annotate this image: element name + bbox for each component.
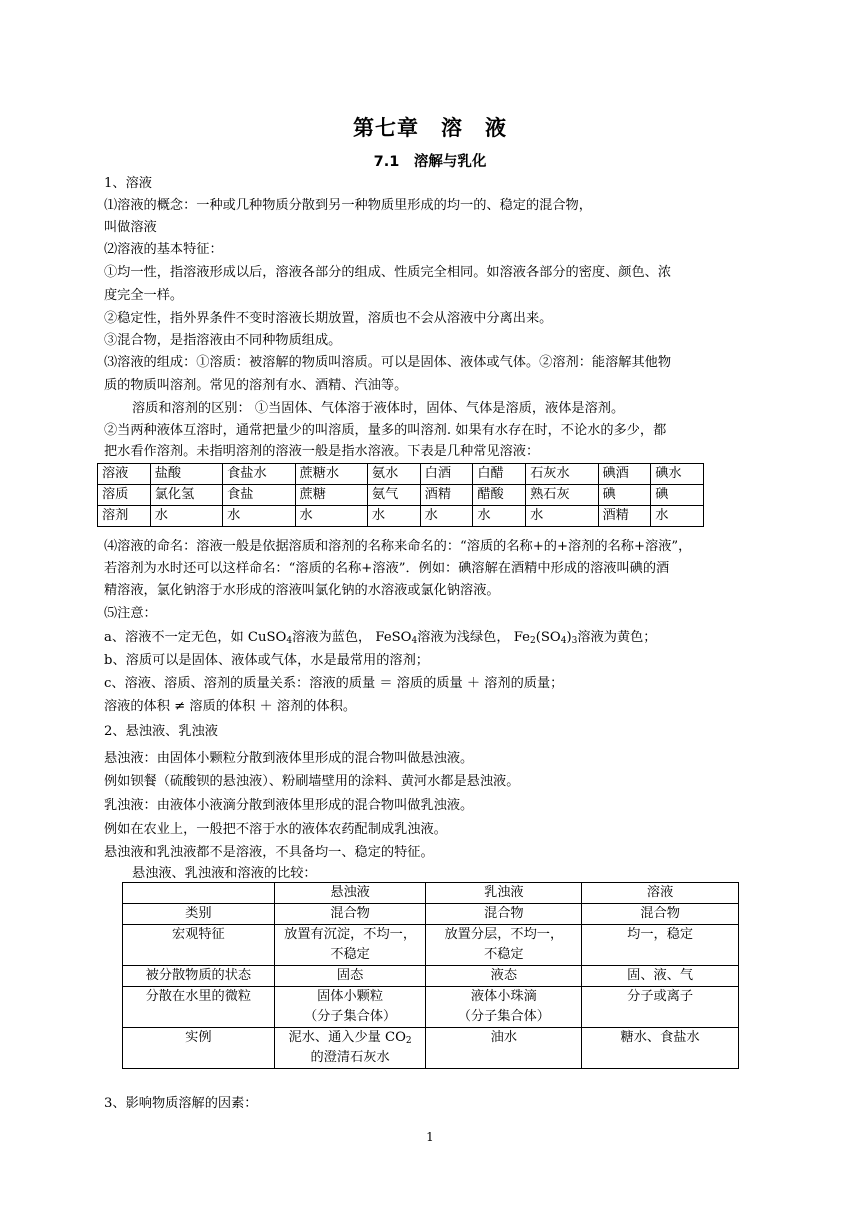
table-cell: 宏观特征 [123, 925, 275, 966]
table-cell: 水 [150, 506, 222, 527]
paragraph-line: 叫做溶液 [104, 220, 157, 235]
paragraph-line: ②稳定性，指外界条件不变时溶液长期放置，溶质也不会从溶液中分离出来。 [104, 311, 553, 326]
table-row [98, 464, 704, 485]
table-cell: 白酒 [420, 464, 473, 485]
table-cell: 实例 [123, 1028, 275, 1069]
paragraph-line: 例如在农业上，一般把不溶于水的液体农药配制成乳浊液。 [104, 822, 447, 837]
table-cell: 溶剂 [98, 506, 151, 527]
table-cell: 类别 [123, 904, 275, 925]
table-cell: 氨气 [367, 485, 420, 506]
table-cell: 液态 [426, 966, 582, 987]
paragraph-line: ⑶溶液的组成：①溶质：被溶解的物质叫溶质。可以是固体、液体或气体。②溶剂：能溶解其他物 [104, 355, 672, 370]
table-cell: 固态 [274, 966, 426, 987]
table-row [98, 485, 704, 506]
paragraph-line: ②当两种液体互溶时，通常把量少的叫溶质，量多的叫溶剂. 如果有水存在时，不论水的多少，都 [104, 423, 667, 438]
paragraph-line: ⑴溶液的概念：一种或几种物质分散到另一种物质里形成的均一的、稳定的混合物， [104, 198, 592, 213]
table-cell: 食盐水 [223, 464, 295, 485]
table-cell: 水 [526, 506, 598, 527]
table-cell: 溶质 [98, 485, 151, 506]
table-cell: 固体小颗粒 （分子集合体） [274, 987, 426, 1028]
table-cell: 水 [651, 506, 704, 527]
table-cell: 氯化氢 [150, 485, 222, 506]
paragraph-line: 把水看作溶剂。未指明溶剂的溶液一般是指水溶液。下表是几种常见溶液： [104, 444, 540, 459]
paragraph-line: ③混合物，是指溶液由不同种物质组成。 [104, 333, 342, 348]
table-cell: 醋酸 [473, 485, 526, 506]
paragraph-line: 若溶剂为水时还可以这样命名：“溶质的名称+溶液”．例如：碘溶解在酒精中形成的溶液叫碘的酒 [104, 561, 670, 576]
table-cell: 溶液 [582, 883, 739, 904]
table-cell: 被分散物质的状态 [123, 966, 275, 987]
table-cell: 盐酸 [150, 464, 222, 485]
table-cell: 氨水 [367, 464, 420, 485]
table-cell: 固、液、气 [582, 966, 739, 987]
table-cell: 放置有沉淀，不均一， 不稳定 [274, 925, 426, 966]
common-solutions-table [97, 463, 704, 527]
note-a-line: a、溶液不一定无色，如 CuSO$_4$溶液为蓝色， FeSO$_4$溶液为浅绿色， $Fe_2(SO_4)_3$溶液为黄色； [104, 630, 657, 646]
paragraph-line: ⑵溶液的基本特征： [104, 242, 223, 257]
table-cell: 石灰水 [526, 464, 598, 485]
table-cell: 溶液 [98, 464, 151, 485]
section-title: 7.1 溶解与乳化 [373, 154, 487, 170]
table-cell: 水 [367, 506, 420, 527]
paragraph-line: 质的物质叫溶剂。常见的溶剂有水、酒精、汽油等。 [104, 378, 408, 393]
paragraph-line: 度完全一样。 [104, 288, 184, 303]
table-cell: 糖水、食盐水 [582, 1028, 739, 1069]
paragraph-line: ①均一性，指溶液形成以后，溶液各部分的组成、性质完全相同。如溶液各部分的密度、颜色、浓 [104, 265, 672, 280]
table-cell: 水 [420, 506, 473, 527]
heading-solution: 1、溶液 [104, 176, 152, 191]
table-cell: 碘水 [651, 464, 704, 485]
table-cell: 放置分层，不均一， 不稳定 [426, 925, 582, 966]
paragraph-line: 悬浊液：由固体小颗粒分散到液体里形成的混合物叫做悬浊液。 [104, 751, 474, 766]
table-cell: 悬浊液 [274, 883, 426, 904]
heading-suspension: 2、悬浊液、乳浊液 [104, 724, 218, 739]
table-cell [123, 883, 275, 904]
table-cell: 分散在水里的微粒 [123, 987, 275, 1028]
table-cell: 油水 [426, 1028, 582, 1069]
table-cell: 蔗糖 [295, 485, 367, 506]
paragraph-line: ⑷溶液的命名：溶液一般是依据溶质和溶剂的名称来命名的：“溶质的名称+的+溶剂的名称+溶液”， [104, 539, 692, 554]
table-cell: 白醋 [473, 464, 526, 485]
table-row [123, 904, 739, 925]
table-cell: 食盐 [223, 485, 295, 506]
table-cell: 碘 [598, 485, 651, 506]
paragraph-line: 溶质和溶剂的区别： ①当固体、气体溶于液体时，固体、气体是溶质，液体是溶剂。 [132, 401, 625, 416]
table-cell: 蔗糖水 [295, 464, 367, 485]
paragraph-line: b、溶质可以是固体、液体或气体，水是最常用的溶剂； [104, 653, 429, 668]
table-cell: 分子或离子 [582, 987, 739, 1028]
table-cell: 均一，稳定 [582, 925, 739, 966]
table-cell: 水 [295, 506, 367, 527]
paragraph-line: 悬浊液和乳浊液都不是溶液，不具备均一、稳定的特征。 [104, 845, 434, 860]
table-cell: 泥水、通入少量 $CO_2$ 的澄清石灰水 [274, 1028, 426, 1069]
table-cell: 液体小珠滴 （分子集合体） [426, 987, 582, 1028]
paragraph-line: 精溶液，氯化钠溶于水形成的溶液叫氯化钠的水溶液或氯化钠溶液。 [104, 583, 500, 598]
table-cell: 混合物 [582, 904, 739, 925]
table-cell: 酒精 [598, 506, 651, 527]
heading-factors: 3、影响物质溶解的因素： [104, 1096, 258, 1111]
paragraph-line: 乳浊液：由液体小液滴分散到液体里形成的混合物叫做乳浊液。 [104, 798, 474, 813]
table-row [98, 506, 704, 527]
paragraph-line: 溶液的体积 ≠ 溶质的体积 ＋ 溶剂的体积。 [104, 699, 357, 714]
table-row [123, 1028, 739, 1069]
table-row [123, 966, 739, 987]
page-number: 1 [426, 1130, 434, 1144]
table-row [123, 925, 739, 966]
table-cell: 碘 [651, 485, 704, 506]
table-cell: 熟石灰 [526, 485, 598, 506]
paragraph-line: c、溶液、溶质、溶剂的质量关系：溶液的质量 ＝ 溶质的质量 ＋ 溶剂的质量； [104, 676, 564, 691]
table-cell: 水 [223, 506, 295, 527]
paragraph-line: 悬浊液、乳浊液和溶液的比较： [132, 866, 317, 881]
paragraph-line: ⑸注意： [104, 606, 157, 621]
table-cell: 碘酒 [598, 464, 651, 485]
paragraph-line: 例如钡餐（硫酸钡的悬浊液）、粉刷墙壁用的涂料、黄河水都是悬浊液。 [104, 774, 520, 789]
table-cell: 酒精 [420, 485, 473, 506]
table-header-row [123, 883, 739, 904]
table-cell: 混合物 [274, 904, 426, 925]
table-cell: 混合物 [426, 904, 582, 925]
table-row [123, 987, 739, 1028]
chapter-title: 第七章 溶 液 [353, 116, 507, 140]
table-cell: 乳浊液 [426, 883, 582, 904]
comparison-table [122, 882, 739, 1069]
table-cell: 水 [473, 506, 526, 527]
